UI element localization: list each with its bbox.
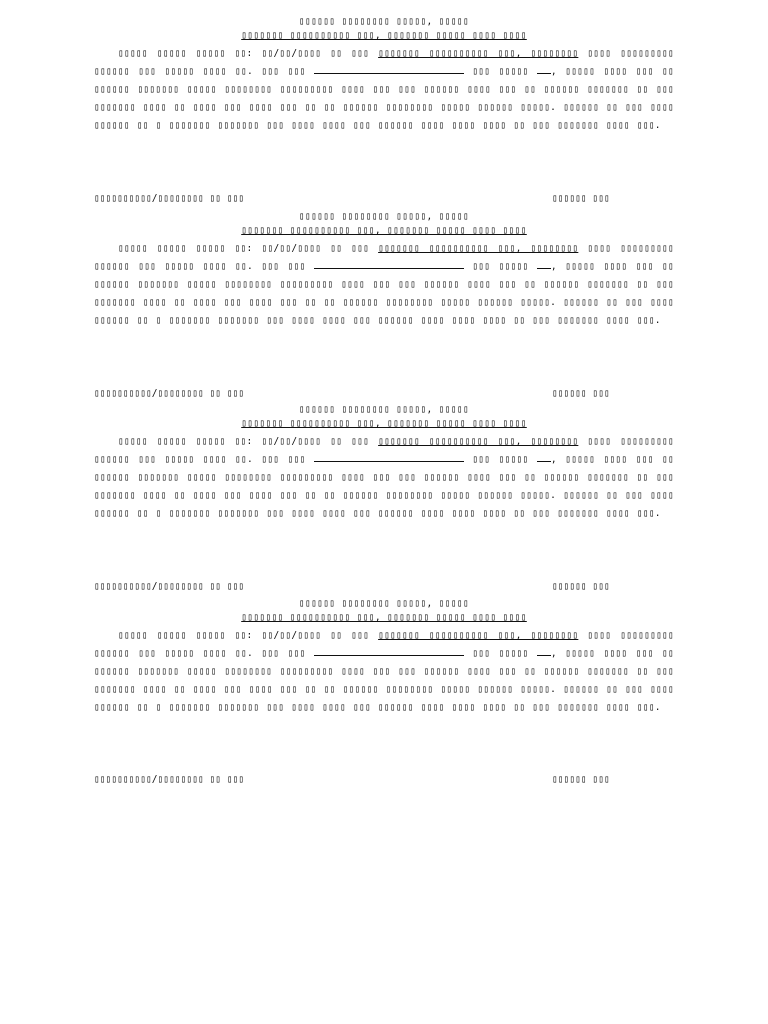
notice-body <box>94 240 674 330</box>
body-underlined-text: ▯▯▯▯▯▯▯ ▯▯▯▯▯▯▯▯▯▯ ▯▯▯, ▯▯▯▯▯▯▯▯ <box>378 436 579 447</box>
footer-signature-label: ▯▯▯▯▯▯▯▯▯▯/▯▯▯▯▯▯▯▯ ▯▯ ▯▯▯ <box>94 774 245 785</box>
footer-right-label: ▯▯▯▯▯▯ ▯▯▯ <box>552 774 610 785</box>
fill-in-blank-line <box>314 259 464 269</box>
body-end: , ▯▯▯▯▯ ▯▯▯▯ ▯▯▯ ▯▯ ▯▯▯▯▯▯ ▯▯▯▯▯▯▯ ▯▯▯▯▯ ▯▯▯▯▯▯▯▯ ▯▯▯▯▯▯▯▯▯ ▯▯▯▯ ▯▯▯ ▯▯▯ ▯▯▯▯▯▯ ▯▯▯▯ ▯▯▯ ▯▯ ▯▯▯▯▯▯ ▯▯▯▯▯▯▯ ▯▯ ▯▯▯ ▯▯▯▯▯▯▯ ▯▯▯▯ ▯▯ ▯▯▯▯ ▯▯▯ ▯▯▯▯ ▯▯▯ ▯▯ ▯▯ ▯▯▯▯▯▯ ▯▯▯▯▯▯▯▯ ▯▯▯▯▯ ▯▯▯▯▯▯ ▯▯▯▯▯. ▯▯▯▯▯▯ ▯▯ ▯▯▯ ▯▯▯▯ ▯▯▯▯▯▯ ▯▯ ▯ ▯▯▯▯▯▯▯ ▯▯▯▯▯▯▯ ▯▯▯ ▯▯▯▯ ▯▯▯▯ ▯▯▯ ▯▯▯▯▯▯ ▯▯▯▯ ▯▯▯▯ ▯▯▯▯ ▯▯ ▯▯▯ ▯▯▯▯▯▯▯ ▯▯▯▯ ▯▯▯. <box>94 261 674 326</box>
notice-block <box>94 210 674 330</box>
notice-footer <box>94 192 674 206</box>
notice-footer <box>94 387 674 401</box>
fill-in-blank-line <box>314 452 464 462</box>
footer-right-label: ▯▯▯▯▯▯ ▯▯▯ <box>552 388 610 399</box>
fill-in-blank-line <box>314 64 464 74</box>
fill-in-blank-short <box>537 452 551 462</box>
footer-right-label: ▯▯▯▯▯▯ ▯▯▯ <box>552 193 610 204</box>
notice-header-line-2: ▯▯▯▯▯▯▯ ▯▯▯▯▯▯▯▯▯▯ ▯▯▯, ▯▯▯▯▯▯▯ ▯▯▯▯▯ ▯▯▯▯ ▯▯▯▯ <box>241 30 527 41</box>
notice-footer <box>94 580 674 594</box>
footer-signature-label: ▯▯▯▯▯▯▯▯▯▯/▯▯▯▯▯▯▯▯ ▯▯ ▯▯▯ <box>94 581 245 592</box>
body-start: ▯▯▯▯▯ ▯▯▯▯▯ ▯▯▯▯▯ ▯▯: ▯▯/▯▯/▯▯▯▯ ▯▯ ▯▯▯ <box>118 48 379 59</box>
body-end: , ▯▯▯▯▯ ▯▯▯▯ ▯▯▯ ▯▯ ▯▯▯▯▯▯ ▯▯▯▯▯▯▯ ▯▯▯▯▯ ▯▯▯▯▯▯▯▯ ▯▯▯▯▯▯▯▯▯ ▯▯▯▯ ▯▯▯ ▯▯▯ ▯▯▯▯▯▯ ▯▯▯▯ ▯▯▯ ▯▯ ▯▯▯▯▯▯ ▯▯▯▯▯▯▯ ▯▯ ▯▯▯ ▯▯▯▯▯▯▯ ▯▯▯▯ ▯▯ ▯▯▯▯ ▯▯▯ ▯▯▯▯ ▯▯▯ ▯▯ ▯▯ ▯▯▯▯▯▯ ▯▯▯▯▯▯▯▯ ▯▯▯▯▯ ▯▯▯▯▯▯ ▯▯▯▯▯. ▯▯▯▯▯▯ ▯▯ ▯▯▯ ▯▯▯▯ ▯▯▯▯▯▯ ▯▯ ▯ ▯▯▯▯▯▯▯ ▯▯▯▯▯▯▯ ▯▯▯ ▯▯▯▯ ▯▯▯▯ ▯▯▯ ▯▯▯▯▯▯ ▯▯▯▯ ▯▯▯▯ ▯▯▯▯ ▯▯ ▯▯▯ ▯▯▯▯▯▯▯ ▯▯▯▯ ▯▯▯. <box>94 66 674 131</box>
fill-in-blank-short <box>537 64 551 74</box>
footer-signature-label: ▯▯▯▯▯▯▯▯▯▯/▯▯▯▯▯▯▯▯ ▯▯ ▯▯▯ <box>94 193 245 204</box>
body-underlined-text: ▯▯▯▯▯▯▯ ▯▯▯▯▯▯▯▯▯▯ ▯▯▯, ▯▯▯▯▯▯▯▯ <box>378 630 579 641</box>
body-after-blank: ▯▯▯ ▯▯▯▯▯ <box>463 454 537 465</box>
notice-body <box>94 45 674 135</box>
body-underlined-text: ▯▯▯▯▯▯▯ ▯▯▯▯▯▯▯▯▯▯ ▯▯▯, ▯▯▯▯▯▯▯▯ <box>378 243 579 254</box>
body-after-blank: ▯▯▯ ▯▯▯▯▯ <box>463 261 537 272</box>
notice-header-line-1: ▯▯▯▯▯▯ ▯▯▯▯▯▯▯▯ ▯▯▯▯▯, ▯▯▯▯▯ <box>298 211 470 222</box>
body-start: ▯▯▯▯▯ ▯▯▯▯▯ ▯▯▯▯▯ ▯▯: ▯▯/▯▯/▯▯▯▯ ▯▯ ▯▯▯ <box>118 243 379 254</box>
footer-right-label: ▯▯▯▯▯▯ ▯▯▯ <box>552 581 610 592</box>
body-start: ▯▯▯▯▯ ▯▯▯▯▯ ▯▯▯▯▯ ▯▯: ▯▯/▯▯/▯▯▯▯ ▯▯ ▯▯▯ <box>118 630 379 641</box>
notice-block <box>94 403 674 523</box>
notice-header-line-1: ▯▯▯▯▯▯ ▯▯▯▯▯▯▯▯ ▯▯▯▯▯, ▯▯▯▯▯ <box>298 16 470 27</box>
notice-footer <box>94 773 674 787</box>
body-after-blank: ▯▯▯ ▯▯▯▯▯ <box>463 648 537 659</box>
body-middle: ▯▯▯▯ ▯▯▯▯▯▯▯▯▯ ▯▯▯▯▯▯ ▯▯▯ ▯▯▯▯▯ ▯▯▯▯ ▯▯. ▯▯▯ ▯▯▯ <box>94 436 674 465</box>
notice-header-line-2: ▯▯▯▯▯▯▯ ▯▯▯▯▯▯▯▯▯▯ ▯▯▯, ▯▯▯▯▯▯▯ ▯▯▯▯▯ ▯▯▯▯ ▯▯▯▯ <box>241 612 527 623</box>
body-underlined-text: ▯▯▯▯▯▯▯ ▯▯▯▯▯▯▯▯▯▯ ▯▯▯, ▯▯▯▯▯▯▯▯ <box>378 48 579 59</box>
footer-signature-label: ▯▯▯▯▯▯▯▯▯▯/▯▯▯▯▯▯▯▯ ▯▯ ▯▯▯ <box>94 388 245 399</box>
notice-block <box>94 597 674 717</box>
fill-in-blank-short <box>537 259 551 269</box>
body-middle: ▯▯▯▯ ▯▯▯▯▯▯▯▯▯ ▯▯▯▯▯▯ ▯▯▯ ▯▯▯▯▯ ▯▯▯▯ ▯▯. ▯▯▯ ▯▯▯ <box>94 630 674 659</box>
notice-header-line-2: ▯▯▯▯▯▯▯ ▯▯▯▯▯▯▯▯▯▯ ▯▯▯, ▯▯▯▯▯▯▯ ▯▯▯▯▯ ▯▯▯▯ ▯▯▯▯ <box>241 418 527 429</box>
fill-in-blank-short <box>537 646 551 656</box>
notice-header-line-2: ▯▯▯▯▯▯▯ ▯▯▯▯▯▯▯▯▯▯ ▯▯▯, ▯▯▯▯▯▯▯ ▯▯▯▯▯ ▯▯▯▯ ▯▯▯▯ <box>241 225 527 236</box>
notice-header-line-1: ▯▯▯▯▯▯ ▯▯▯▯▯▯▯▯ ▯▯▯▯▯, ▯▯▯▯▯ <box>298 598 470 609</box>
body-middle: ▯▯▯▯ ▯▯▯▯▯▯▯▯▯ ▯▯▯▯▯▯ ▯▯▯ ▯▯▯▯▯ ▯▯▯▯ ▯▯. ▯▯▯ ▯▯▯ <box>94 48 674 77</box>
notice-body <box>94 433 674 523</box>
notice-block <box>94 15 674 135</box>
fill-in-blank-line <box>314 646 464 656</box>
body-start: ▯▯▯▯▯ ▯▯▯▯▯ ▯▯▯▯▯ ▯▯: ▯▯/▯▯/▯▯▯▯ ▯▯ ▯▯▯ <box>118 436 379 447</box>
notice-body <box>94 627 674 717</box>
body-middle: ▯▯▯▯ ▯▯▯▯▯▯▯▯▯ ▯▯▯▯▯▯ ▯▯▯ ▯▯▯▯▯ ▯▯▯▯ ▯▯. ▯▯▯ ▯▯▯ <box>94 243 674 272</box>
body-end: , ▯▯▯▯▯ ▯▯▯▯ ▯▯▯ ▯▯ ▯▯▯▯▯▯ ▯▯▯▯▯▯▯ ▯▯▯▯▯ ▯▯▯▯▯▯▯▯ ▯▯▯▯▯▯▯▯▯ ▯▯▯▯ ▯▯▯ ▯▯▯ ▯▯▯▯▯▯ ▯▯▯▯ ▯▯▯ ▯▯ ▯▯▯▯▯▯ ▯▯▯▯▯▯▯ ▯▯ ▯▯▯ ▯▯▯▯▯▯▯ ▯▯▯▯ ▯▯ ▯▯▯▯ ▯▯▯ ▯▯▯▯ ▯▯▯ ▯▯ ▯▯ ▯▯▯▯▯▯ ▯▯▯▯▯▯▯▯ ▯▯▯▯▯ ▯▯▯▯▯▯ ▯▯▯▯▯. ▯▯▯▯▯▯ ▯▯ ▯▯▯ ▯▯▯▯ ▯▯▯▯▯▯ ▯▯ ▯ ▯▯▯▯▯▯▯ ▯▯▯▯▯▯▯ ▯▯▯ ▯▯▯▯ ▯▯▯▯ ▯▯▯ ▯▯▯▯▯▯ ▯▯▯▯ ▯▯▯▯ ▯▯▯▯ ▯▯ ▯▯▯ ▯▯▯▯▯▯▯ ▯▯▯▯ ▯▯▯. <box>94 648 674 713</box>
body-end: , ▯▯▯▯▯ ▯▯▯▯ ▯▯▯ ▯▯ ▯▯▯▯▯▯ ▯▯▯▯▯▯▯ ▯▯▯▯▯ ▯▯▯▯▯▯▯▯ ▯▯▯▯▯▯▯▯▯ ▯▯▯▯ ▯▯▯ ▯▯▯ ▯▯▯▯▯▯ ▯▯▯▯ ▯▯▯ ▯▯ ▯▯▯▯▯▯ ▯▯▯▯▯▯▯ ▯▯ ▯▯▯ ▯▯▯▯▯▯▯ ▯▯▯▯ ▯▯ ▯▯▯▯ ▯▯▯ ▯▯▯▯ ▯▯▯ ▯▯ ▯▯ ▯▯▯▯▯▯ ▯▯▯▯▯▯▯▯ ▯▯▯▯▯ ▯▯▯▯▯▯ ▯▯▯▯▯. ▯▯▯▯▯▯ ▯▯ ▯▯▯ ▯▯▯▯ ▯▯▯▯▯▯ ▯▯ ▯ ▯▯▯▯▯▯▯ ▯▯▯▯▯▯▯ ▯▯▯ ▯▯▯▯ ▯▯▯▯ ▯▯▯ ▯▯▯▯▯▯ ▯▯▯▯ ▯▯▯▯ ▯▯▯▯ ▯▯ ▯▯▯ ▯▯▯▯▯▯▯ ▯▯▯▯ ▯▯▯. <box>94 454 674 519</box>
body-after-blank: ▯▯▯ ▯▯▯▯▯ <box>463 66 537 77</box>
notice-header-line-1: ▯▯▯▯▯▯ ▯▯▯▯▯▯▯▯ ▯▯▯▯▯, ▯▯▯▯▯ <box>298 404 470 415</box>
